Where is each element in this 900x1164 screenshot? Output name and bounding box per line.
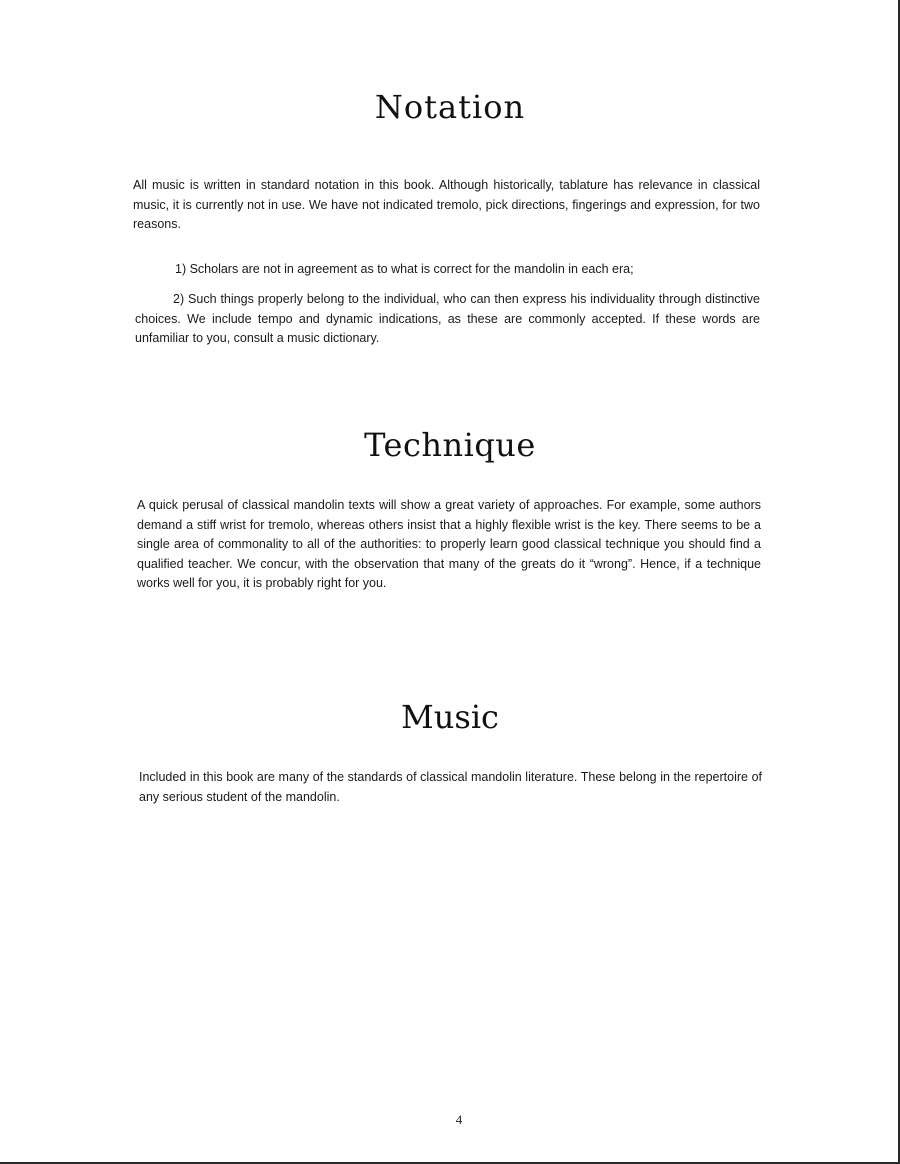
notation-intro-paragraph: All music is written in standard notation in this book. Although historically, tablature has relevance in classical music, it is currently not in use. We have not indicated tremolo, pick directions, fingerings and expression, for two reasons. <box>133 178 760 231</box>
notation-heading: Notation <box>374 88 526 126</box>
notation-reason-2: 2) Such things properly belong to the individual, who can then express his individuality through distinctive choices. We include tempo and dynamic indications, as these are commonly accepted. If these words are unfamiliar to you, consult a music dictionary. <box>135 292 760 345</box>
music-paragraph: Included in this book are many of the standards of classical mandolin literature. These belong in the repertoire of any serious student of the mandolin. <box>139 770 762 804</box>
notation-reason-1: 1) Scholars are not in agreement as to what is correct for the mandolin in each era; <box>175 262 634 276</box>
technique-heading: Technique <box>364 426 536 464</box>
technique-paragraph: A quick perusal of classical mandolin texts will show a great variety of approaches. For example, some authors demand a stiff wrist for tremolo, whereas others insist that a highly flexible wrist is the key. There seems to be a single area of commonality to all of the authorities: to properly learn good classical technique you should find a qualified teacher. We concur, with the observation that many of the greats do it “wrong”. Hence, if a technique works well for you, it is probably right for you. <box>137 498 761 590</box>
music-heading: Music <box>401 698 499 736</box>
page-number: 4 <box>455 1112 463 1127</box>
